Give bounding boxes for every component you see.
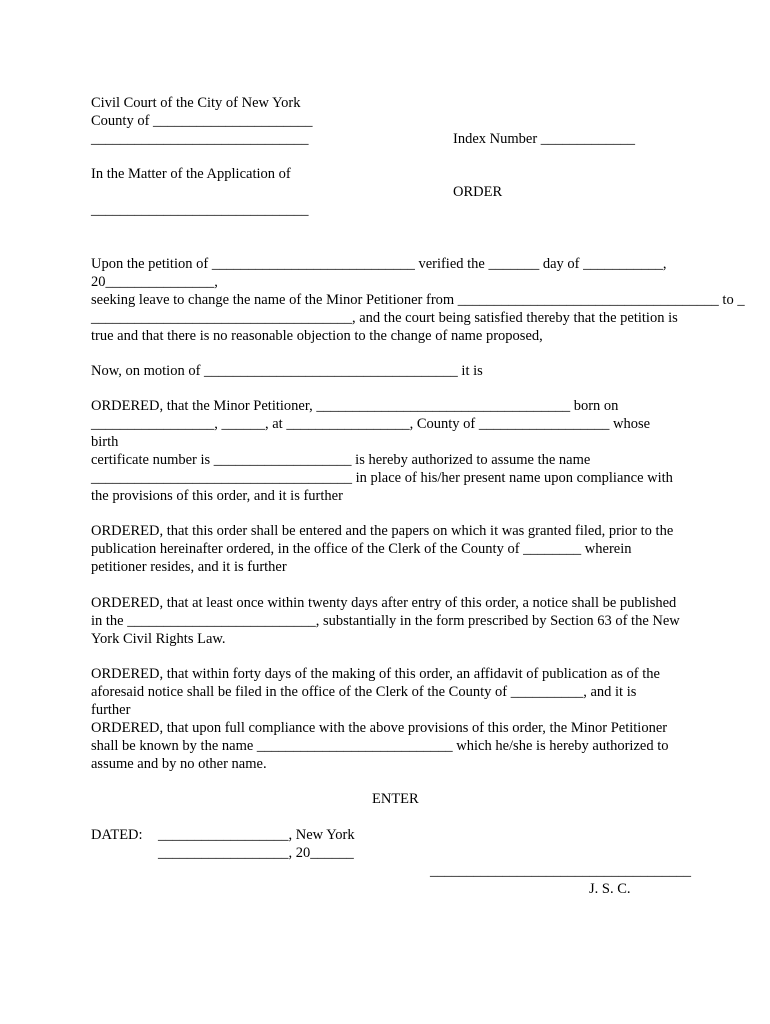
ordered-3-line-2: in the __________________________, substantially in the form prescribed by Section 63 of the New [91,613,680,629]
ordered-5-line-1: ORDERED, that upon full compliance with the above provisions of this order, the Minor Petitioner [91,720,668,736]
ordered-1-line-1: ORDERED, that the Minor Petitioner, ___________________________________ born on [91,398,619,414]
matter-caption: In the Matter of the Application of [91,166,291,182]
dated-line-1: __________________, New York [158,827,355,843]
motion-line: Now, on motion of ___________________________________ it is [91,363,483,379]
index-number-field: Index Number _____________ [453,131,636,147]
ordered-2-line-3: petitioner resides, and it is further [91,559,287,575]
petition-line-4: ____________________________________, and the court being satisfied thereby that the petition is [91,310,678,326]
ordered-4-line-3: further [91,702,131,718]
ordered-1-line-5: ____________________________________ in place of his/her present name upon compliance with [91,470,673,486]
ordered-5-line-3: assume and by no other name. [91,756,267,772]
ordered-1-line-4: certificate number is ___________________ is hereby authorized to assume the name [91,452,591,468]
dated-line-2: __________________, 20______ [158,845,354,861]
county-field: County of ______________________ [91,113,313,129]
ordered-4-line-2: aforesaid notice shall be filed in the office of the Clerk of the County of __________, and it is [91,684,637,700]
jsc-label: J. S. C. [589,881,631,897]
signature-line: ____________________________________ [430,863,691,879]
petition-line-1: Upon the petition of ____________________________ verified the _______ day of ___________, [91,256,667,272]
matter-name-blank: ______________________________ [91,202,309,218]
ordered-2-line-2: publication hereinafter ordered, in the office of the Clerk of the County of ________ wherein [91,541,632,557]
ordered-3-line-1: ORDERED, that at least once within twenty days after entry of this order, a notice shall be published [91,595,677,611]
enter-label: ENTER [372,791,419,807]
ordered-2-line-1: ORDERED, that this order shall be entered and the papers on which it was granted filed, prior to the [91,523,674,539]
petition-line-5: true and that there is no reasonable objection to the change of name proposed, [91,328,543,344]
ordered-1-line-2: _________________, ______, at _________________, County of __________________ whose [91,416,651,432]
ordered-1-line-3: birth [91,434,119,450]
petition-line-2: 20_______________, [91,274,218,290]
ordered-5-line-2: shall be known by the name ___________________________ which he/she is hereby authorized to [91,738,669,754]
ordered-1-line-6: the provisions of this order, and it is further [91,488,343,504]
petition-line-3: seeking leave to change the name of the Minor Petitioner from ____________________________________ to _ [91,292,745,308]
ordered-3-line-3: York Civil Rights Law. [91,631,226,647]
ordered-4-line-1: ORDERED, that within forty days of the making of this order, an affidavit of publication as of the [91,666,660,682]
county-blank-line: ______________________________ [91,131,309,147]
order-title: ORDER [453,184,503,200]
court-name: Civil Court of the City of New York [91,95,301,111]
dated-label: DATED: [91,827,143,843]
